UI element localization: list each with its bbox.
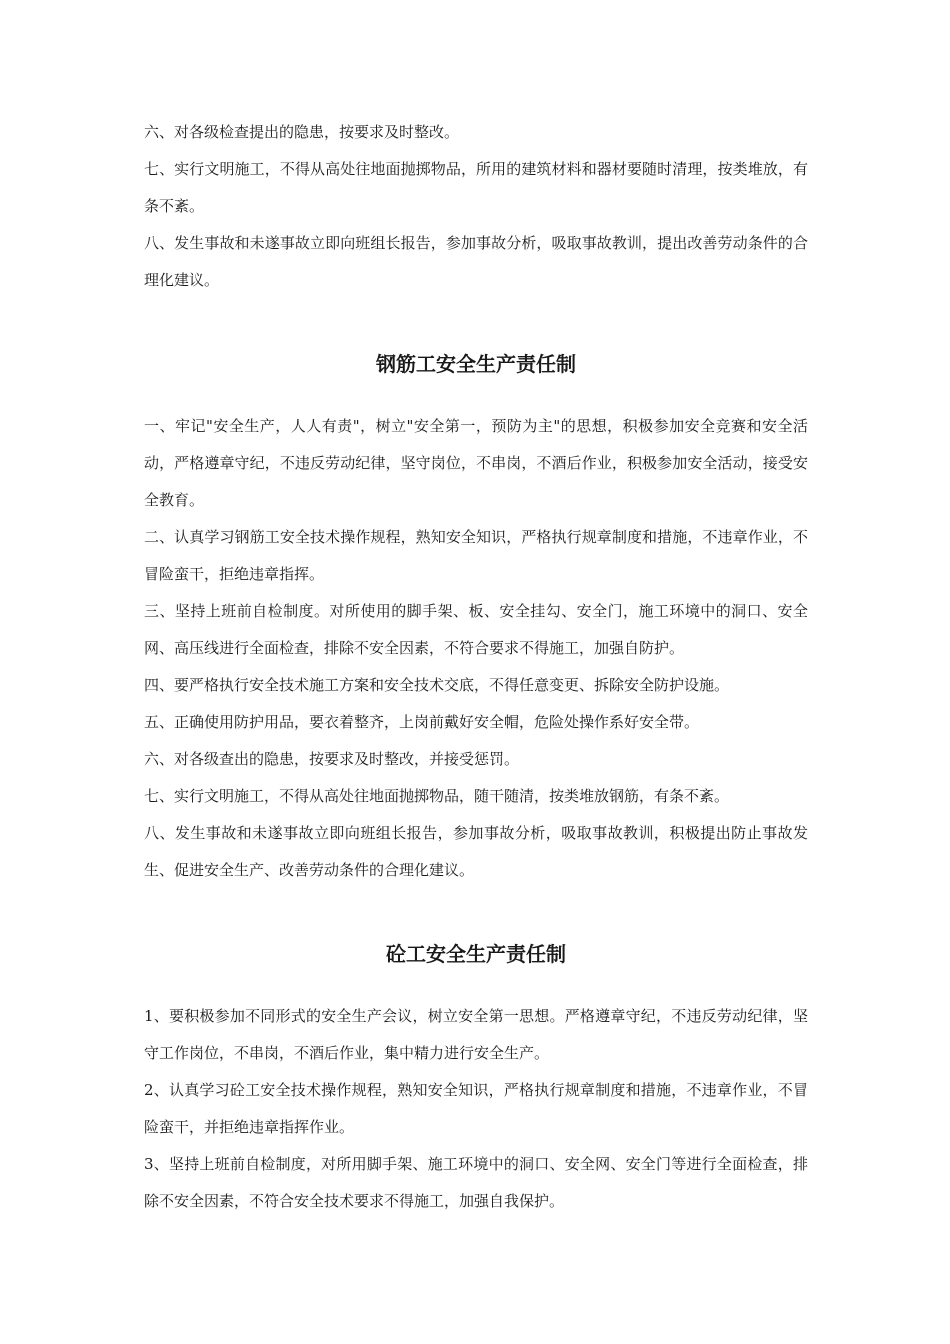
paragraph: 三、坚持上班前自检制度。对所使用的脚手架、板、安全挂勾、安全门，施工环境中的洞口、安全网、高压线进行全面检查，排除不安全因素，不符合要求不得施工，加强自防护。 <box>144 602 808 657</box>
section-title: 钢筋工安全生产责任制 <box>376 352 576 376</box>
paragraph: 四、要严格执行安全技术施工方案和安全技术交底，不得任意变更、拆除安全防护设施。 <box>144 676 730 694</box>
paragraph: 1、要积极参加不同形式的安全生产会议，树立安全第一思想。严格遵章守纪，不违反劳动纪律，坚守工作岗位，不串岗，不酒后作业，集中精力进行安全生产。 <box>144 1007 808 1062</box>
paragraph: 八、发生事故和未遂事故立即向班组长报告，参加事故分析，吸取事故教训，积极提出防止事故发生、促进安全生产、改善劳动条件的合理化建议。 <box>144 824 808 879</box>
paragraph: 二、认真学习钢筋工安全技术操作规程，熟知安全知识，严格执行规章制度和措施，不违章作业，不冒险蛮干，拒绝违章指挥。 <box>144 528 808 583</box>
paragraph: 五、正确使用防护用品，要衣着整齐，上岗前戴好安全帽，危险处操作系好安全带。 <box>144 713 700 731</box>
document-page <box>144 114 808 1220</box>
paragraph: 2、认真学习砼工安全技术操作规程，熟知安全知识，严格执行规章制度和措施，不违章作业，不冒险蛮干，并拒绝违章指挥作业。 <box>144 1081 808 1136</box>
paragraph: 3、坚持上班前自检制度，对所用脚手架、施工环境中的洞口、安全网、安全门等进行全面检查，排除不安全因素，不符合安全技术要求不得施工，加强自我保护。 <box>144 1155 808 1210</box>
paragraph: 六、对各级检查提出的隐患，按要求及时整改。 <box>144 123 460 141</box>
paragraph: 七、实行文明施工，不得从高处往地面抛掷物品，所用的建筑材料和器材要随时清理，按类堆放，有条不紊。 <box>144 160 808 215</box>
paragraph: 一、牢记"安全生产，人人有责"，树立"安全第一，预防为主"的思想，积极参加安全竞赛和安全活动，严格遵章守纪，不违反劳动纪律，坚守岗位，不串岗，不酒后作业，积极参加安全活动，接受安全教育。 <box>144 417 808 509</box>
section-title: 砼工安全生产责任制 <box>386 942 566 966</box>
paragraph: 七、实行文明施工，不得从高处往地面抛掷物品，随干随清，按类堆放钢筋，有条不紊。 <box>144 787 730 805</box>
paragraph: 六、对各级查出的隐患，按要求及时整改，并接受惩罚。 <box>144 750 520 768</box>
paragraph: 八、发生事故和未遂事故立即向班组长报告，参加事故分析，吸取事故教训，提出改善劳动条件的合理化建议。 <box>144 234 808 289</box>
